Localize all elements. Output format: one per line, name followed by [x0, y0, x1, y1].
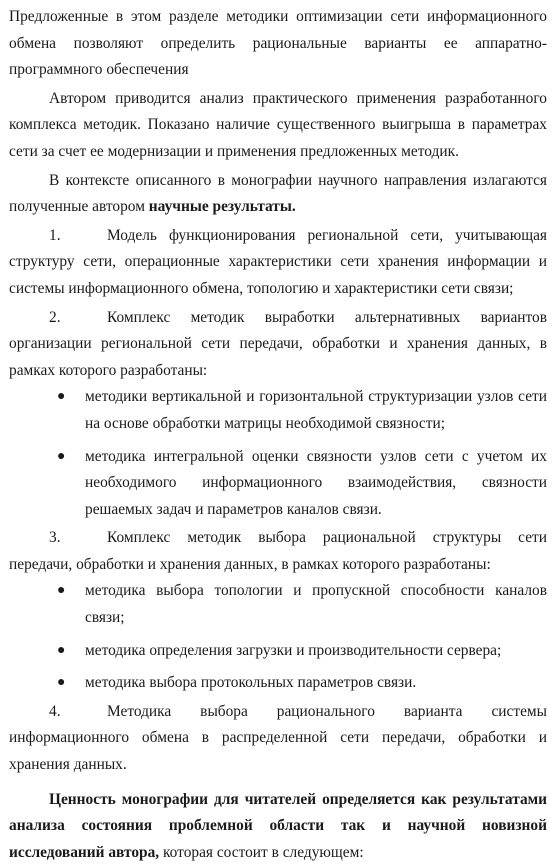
list-item-text: методика интегральной оценки связности узлов сети с учетом их необходимого информационного взаимодействия, связности решаемых задач и параметров каналов связи.	[85, 447, 547, 518]
result-text: Модель функционирования региональной сети, учитывающая структуру сети, операционные характеристики сети хранения информации и системы информационного обмена, топологию и характеристики сети связи;	[9, 226, 547, 297]
scientific-results-heading: научные результаты.	[148, 198, 296, 216]
result-item-4	[9, 699, 547, 779]
bullet-icon: ●	[57, 389, 66, 405]
intro-paragraph: Предложенные в этом разделе методики оптимизации сети информационного обмена позволяют определить рациональные варианты ее аппаратно-программного обеспечения	[9, 8, 547, 79]
result-number: 2.	[49, 308, 61, 326]
value-suffix-text: которая состоит в следующем:	[159, 843, 364, 861]
list-item	[49, 670, 547, 697]
result-text: Комплекс методик выработки альтернативных вариантов организации региональной сети передачи, обработки и хранения данных, в рамках которого разработаны:	[9, 308, 547, 379]
context-text: В контексте описанного в монографии научного направления излагаются полученные автором	[9, 171, 547, 216]
bullet-icon: ●	[57, 675, 66, 691]
list-item	[49, 384, 547, 437]
list-item-text: методики вертикальной и горизонтальной структуризации узлов сети на основе обработки матрицы необходимой связности;	[85, 388, 547, 432]
bullet-icon: ●	[57, 583, 66, 599]
list-item-text: методика определения загрузки и производительности сервера;	[85, 641, 502, 659]
bullet-icon: ●	[57, 448, 66, 464]
list-item-text: методика выбора топологии и пропускной способности каналов связи;	[85, 582, 547, 627]
list-item	[49, 444, 547, 524]
author-analysis-paragraph: Автором приводится анализ практического применения разработанного комплекса методик. Показано наличие существенного выигрыша в параметрах сети за счет ее модернизации и применения предложенных методик.	[9, 89, 547, 160]
value-bold-text: Ценность монографии для читателей определяется как результатами анализа состояния проблемной области так и научной новизной исследований автора,	[9, 790, 547, 861]
result-item-3	[9, 525, 547, 578]
result-item-1	[9, 223, 547, 303]
result-text: Комплекс методик выбора рациональной структуры сети передачи, обработки и хранения данных, в рамках которого разработаны:	[9, 529, 547, 573]
bullet-icon: ●	[57, 642, 66, 658]
result-text: Методика выбора рационального варианта системы информационного обмена в распределенной сети передачи, обработки и хранения данных.	[9, 702, 547, 774]
result-number: 3.	[49, 529, 61, 547]
list-item	[49, 638, 547, 665]
value-paragraph	[9, 787, 547, 866]
list-item-text: методика выбора протокольных параметров связи.	[85, 674, 417, 692]
result-number: 1.	[49, 226, 61, 244]
context-paragraph	[9, 168, 547, 221]
list-item	[49, 578, 547, 631]
result-item-2	[9, 305, 547, 385]
result-2-bullet-list	[9, 384, 547, 523]
result-3-bullet-list	[9, 578, 547, 696]
result-number: 4.	[49, 702, 61, 720]
